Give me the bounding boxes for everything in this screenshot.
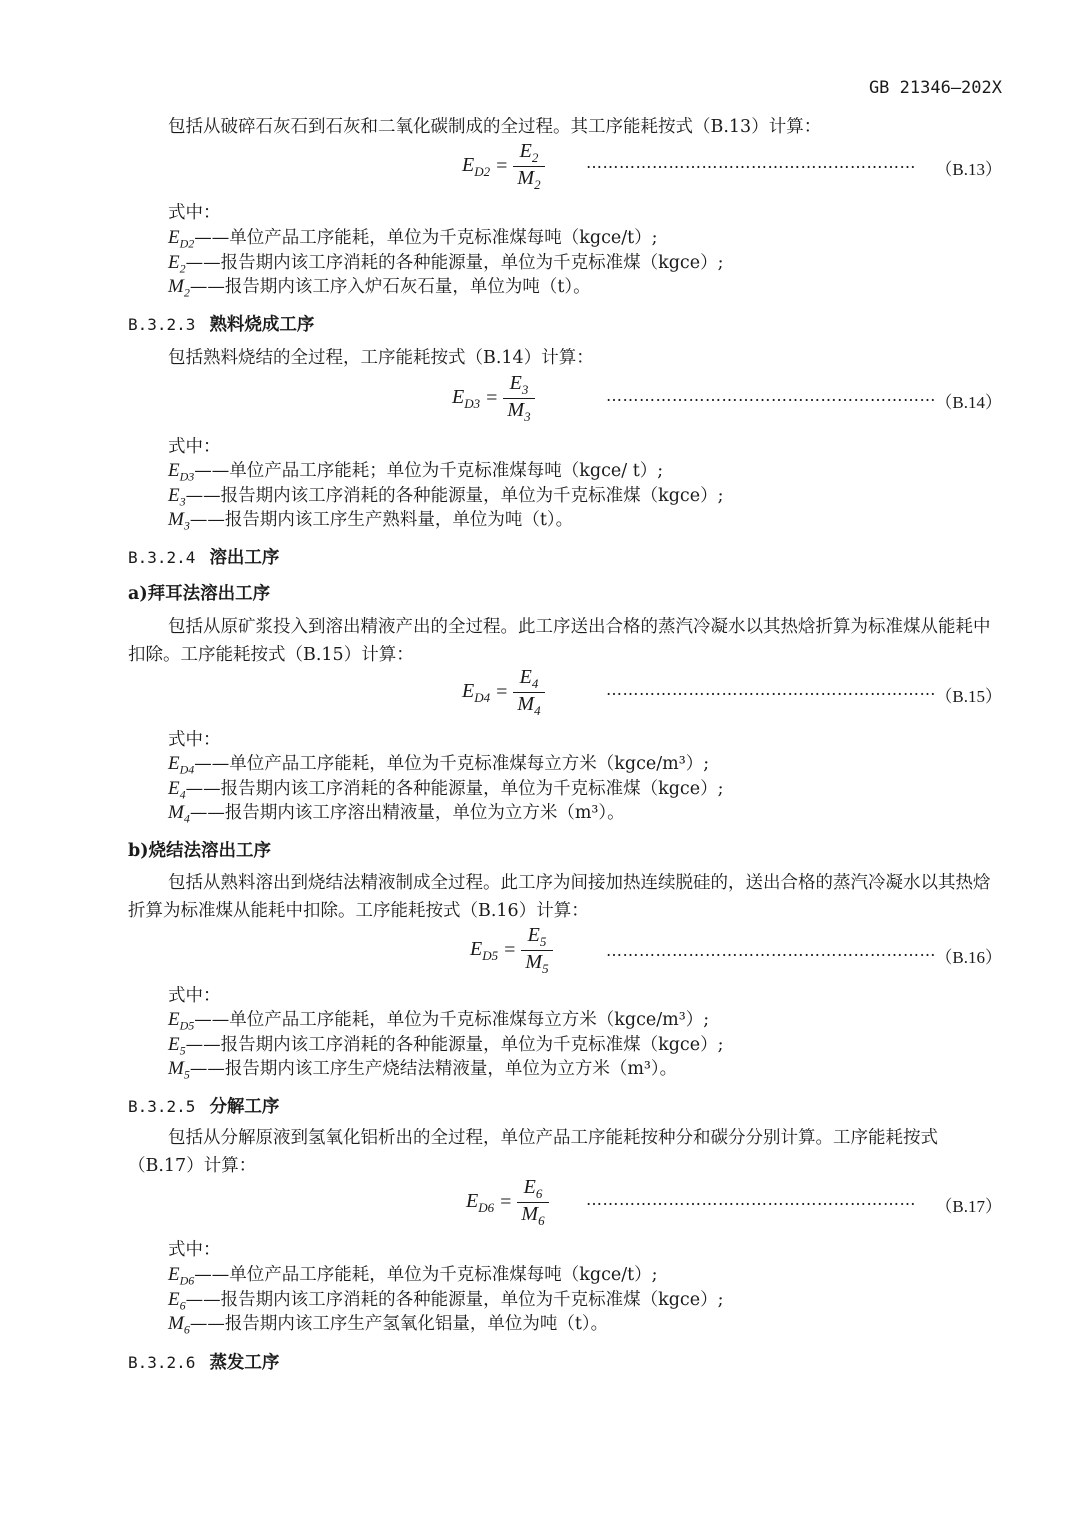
definition: $M_3——$报告期内该工序生产熟料量，单位为吨（t）。 — [168, 509, 574, 533]
paragraph: 包括熟料烧结的全过程，工序能耗按式（B.14）计算： — [168, 348, 594, 368]
where-label: 式中： — [168, 437, 221, 457]
paragraph: 包括从原矿浆投入到溶出精液产出的全过程。此工序送出合格的蒸汽冷凝水以其热焓折算为标准煤从能耗中扣除。工序能耗按式（B.15）计算： — [128, 617, 991, 665]
definition: $M_6——$报告期内该工序生产氢氧化铝量，单位为吨（t）。 — [168, 1313, 609, 1337]
where-label: 式中： — [168, 1240, 221, 1260]
definition: $E_{D5}——$单位产品工序能耗，单位为千克标准煤每立方米（kgce/m³）; — [168, 1009, 710, 1033]
leader-dots: …………………………………………………… — [586, 1190, 916, 1209]
leader-dots: …………………………………………………… — [606, 680, 936, 699]
subsection-heading: a)拜耳法溶出工序 — [128, 584, 271, 604]
definition: $E_6——$报告期内该工序消耗的各种能源量，单位为千克标准煤（kgce）; — [168, 1289, 724, 1313]
definition: $E_5——$报告期内该工序消耗的各种能源量，单位为千克标准煤（kgce）; — [168, 1034, 724, 1058]
equation-number: （B.13） — [935, 160, 1002, 179]
formula-b13: $E_{D2}$ = $\frac{E_2}{M_2}$ — [462, 140, 545, 193]
section-heading: B.3.2.3 熟料烧成工序 — [128, 315, 315, 335]
definition: $E_{D3}——$单位产品工序能耗；单位为千克标准煤每吨（kgce/ t）; — [168, 460, 664, 484]
leader-dots: …………………………………………………… — [606, 386, 936, 405]
formula-b15: $E_{D4}$ = $\frac{E_4}{M_4}$ — [462, 666, 545, 719]
equation-number: （B.17） — [935, 1197, 1002, 1216]
definition: $M_2——$报告期内该工序入炉石灰石量，单位为吨（t）。 — [168, 276, 591, 300]
paragraph: 包括从破碎石灰石到石灰和二氧化碳制成的全过程。其工序能耗按式（B.13）计算： — [168, 117, 822, 137]
standard-number: GB 21346—202X — [868, 78, 1002, 98]
section-heading: B.3.2.5 分解工序 — [128, 1097, 280, 1117]
subsection-heading: b)烧结法溶出工序 — [128, 841, 272, 861]
paragraph: 包括从分解原液到氢氧化铝析出的全过程，单位产品工序能耗按种分和碳分分别计算。工序能耗按式（B.17）计算： — [128, 1128, 938, 1176]
definition: $M_5——$报告期内该工序生产烧结法精液量，单位为立方米（m³）。 — [168, 1058, 678, 1082]
equation-number: （B.16） — [935, 948, 1002, 967]
equation-number: （B.15） — [935, 687, 1002, 706]
formula-b14: $E_{D3}$ = $\frac{E_3}{M_3}$ — [452, 372, 535, 425]
definition: $E_{D4}——$单位产品工序能耗，单位为千克标准煤每立方米（kgce/m³）; — [168, 753, 710, 777]
definition: $M_4——$报告期内该工序溶出精液量，单位为立方米（m³）。 — [168, 802, 625, 826]
section-heading: B.3.2.6 蒸发工序 — [128, 1353, 280, 1373]
leader-dots: …………………………………………………… — [606, 941, 936, 960]
section-heading: B.3.2.4 溶出工序 — [128, 548, 280, 568]
where-label: 式中： — [168, 203, 221, 223]
where-label: 式中： — [168, 986, 221, 1006]
formula-b17: $E_{D6}$ = $\frac{E_6}{M_6}$ — [466, 1176, 549, 1229]
leader-dots: …………………………………………………… — [586, 153, 916, 172]
where-label: 式中： — [168, 730, 221, 750]
equation-number: （B.14） — [935, 393, 1002, 412]
definition: $E_3——$报告期内该工序消耗的各种能源量，单位为千克标准煤（kgce）; — [168, 485, 724, 509]
definition: $E_{D2}——$单位产品工序能耗，单位为千克标准煤每吨（kgce/t）; — [168, 227, 658, 251]
definition: $E_4——$报告期内该工序消耗的各种能源量，单位为千克标准煤（kgce）; — [168, 778, 724, 802]
paragraph: 包括从熟料溶出到烧结法精液制成全过程。此工序为间接加热连续脱硅的，送出合格的蒸汽冷凝水以其热焓折算为标准煤从能耗中扣除。工序能耗按式（B.16）计算： — [128, 873, 991, 921]
formula-b16: $E_{D5}$ = $\frac{E_5}{M_5}$ — [470, 924, 553, 977]
definition: $E_{D6}——$单位产品工序能耗，单位为千克标准煤每吨（kgce/t）; — [168, 1264, 658, 1288]
definition: $E_2——$报告期内该工序消耗的各种能源量，单位为千克标准煤（kgce）; — [168, 252, 724, 276]
